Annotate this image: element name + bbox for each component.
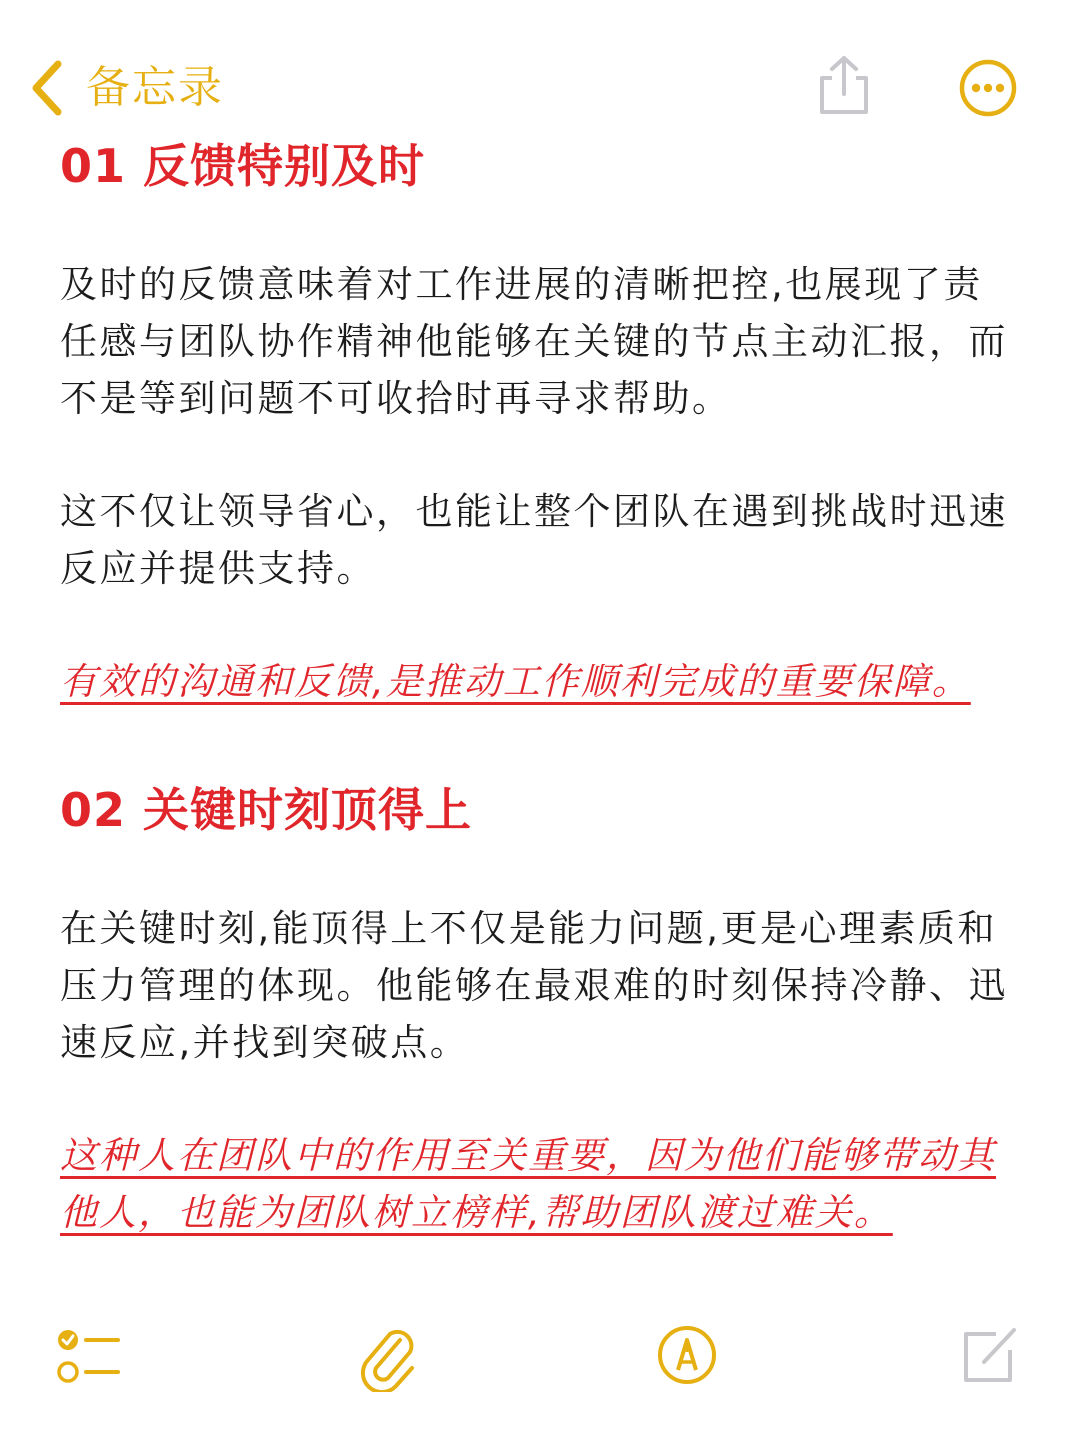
section-heading: 02 关键时刻顶得上 xyxy=(60,783,473,837)
compose-icon[interactable] xyxy=(960,1322,1020,1386)
emphasis-text: 有效的沟通和反馈,是推动工作顺利完成的重要保障。 xyxy=(60,660,971,703)
share-icon[interactable] xyxy=(816,54,872,118)
chevron-left-icon xyxy=(28,56,68,120)
markup-pen-icon[interactable] xyxy=(656,1324,718,1386)
note-paragraph: 及时的反馈意味着对工作进展的清晰把控,也展现了责任感与团队协作精神他能够在关键的节点主动汇报，而不是等到问题不可收拾时再寻求帮助。 xyxy=(60,263,1008,420)
note-paragraph: 这不仅让领导省心，也能让整个团队在遇到挑战时迅速反应并提供支持。 xyxy=(60,490,1008,590)
paperclip-icon[interactable] xyxy=(356,1322,420,1392)
checklist-icon[interactable] xyxy=(56,1326,120,1390)
note-paragraph: 在关键时刻,能顶得上不仅是能力问题,更是心理素质和压力管理的体现。他能够在最艰难的时刻保持冷静、迅速反应,并找到突破点。 xyxy=(60,907,1008,1064)
section-heading: 01 反馈特别及时 xyxy=(60,139,426,193)
more-icon[interactable] xyxy=(958,58,1018,118)
note-body[interactable] xyxy=(60,136,1020,1241)
back-button[interactable] xyxy=(28,56,224,120)
back-label: 备忘录 xyxy=(86,62,224,113)
navigation-bar xyxy=(0,0,1080,140)
emphasis-text: 这种人在团队中的作用至关重要，因为他们能够带动其他人，也能为团队树立榜样,帮助团队渡过难关。 xyxy=(60,1134,996,1234)
bottom-toolbar xyxy=(0,1310,1080,1420)
